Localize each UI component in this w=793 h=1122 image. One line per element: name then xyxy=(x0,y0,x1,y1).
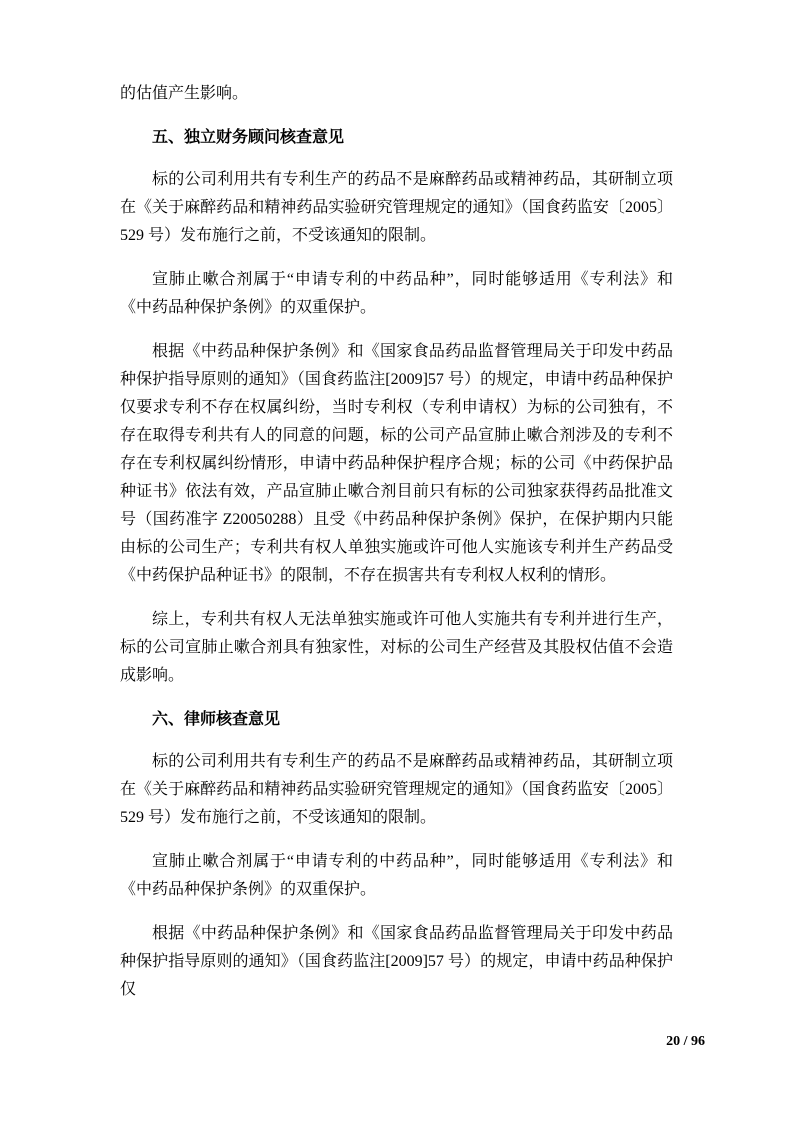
carryover-paragraph: 的估值产生影响。 xyxy=(120,85,249,102)
paragraph: 综上，专利共有权人无法单独实施或许可他人实施共有专利并进行生产，标的公司宣肺止嗽合剂具有独家性，对标的公司生产经营及其股权估值不会造成影响。 xyxy=(120,611,673,684)
paragraph: 标的公司利用共有专利生产的药品不是麻醉药品或精神药品，其研制立项在《关于麻醉药品和精神药品实验研究管理规定的通知》（国食药监安〔2005〕529 号）发布施行之前，不受该通知的限制。 xyxy=(120,753,673,826)
paragraph: 标的公司利用共有专利生产的药品不是麻醉药品或精神药品，其研制立项在《关于麻醉药品和精神药品实验研究管理规定的通知》（国食药监安〔2005〕529 号）发布施行之前，不受该通知的限制。 xyxy=(120,171,673,244)
paragraph: 根据《中药品种保护条例》和《国家食品药品监督管理局关于印发中药品种保护指导原则的通知》（国食药监注[2009]57 号）的规定，申请中药品种保护仅要求专利不存在权属纠纷，当时专利权（专利申请权）为标的公司独有，不存在取得专利共有人的同意的问题，标的公司产品宣肺止嗽合剂涉及的专利不存在专利权属纠纷情形，申请中药品种保护程序合规；标的公司《中药保护品种证书》依法有效，产品宣肺止嗽合剂目前只有标的公司独家获得药品批准文号（国药准字 Z20050288）且受《中药品种保护条例》保护，在保护期内只能由标的公司生产；专利共有权人单独实施或许可他人实施该专利并生产药品受《中药保护品种证书》的限制，不存在损害共有专利权人权利的情形。 xyxy=(120,343,673,584)
paragraph: 根据《中药品种保护条例》和《国家食品药品监督管理局关于印发中药品种保护指导原则的通知》（国食药监注[2009]57 号）的规定，申请中药品种保护仅 xyxy=(120,925,673,998)
section-heading-financial-advisor-opinion: 五、独立财务顾问核查意见 xyxy=(152,129,345,146)
page-number: 20 / 96 xyxy=(666,1034,705,1049)
paragraph: 宣肺止嗽合剂属于“申请专利的中药品种”，同时能够适用《专利法》和《中药品种保护条例》的双重保护。 xyxy=(120,271,673,316)
paragraph: 宣肺止嗽合剂属于“申请专利的中药品种”，同时能够适用《专利法》和《中药品种保护条例》的双重保护。 xyxy=(120,853,673,898)
section-heading-lawyer-opinion: 六、律师核查意见 xyxy=(152,711,281,728)
